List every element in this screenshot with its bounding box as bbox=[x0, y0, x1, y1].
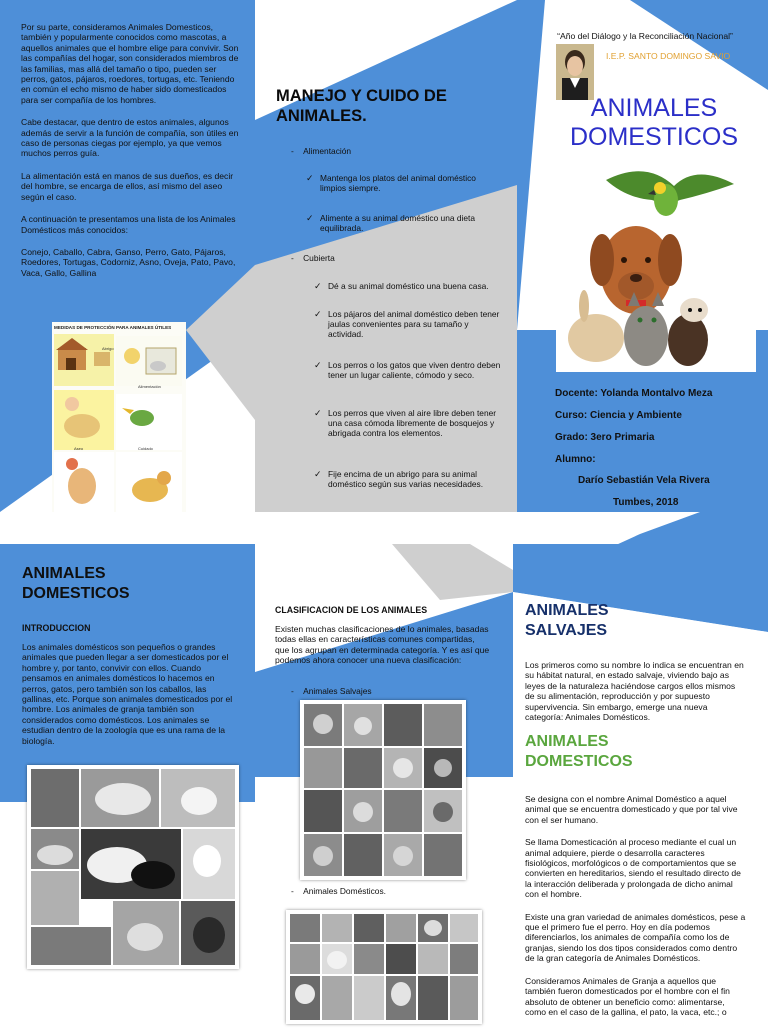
school-patron-portrait bbox=[556, 44, 594, 100]
protection-poster-image bbox=[52, 322, 186, 526]
dash-bullet-item bbox=[291, 146, 351, 156]
check-icon: ✓ bbox=[314, 408, 322, 418]
list-item: ✓ Los pájaros del animal doméstico deben tener jaulas convenientes para su tamaño y actividad. bbox=[314, 309, 500, 340]
wild-animals-text: Los primeros como su nombre lo indica se encuentran en su hábitat natural, en estado salvaje, viviendo bajo as leyes de la naturaleza haciéndose cargos ellos mismos de su alimentación, reproducción y por supuesto supervivencia. Sin embargo, emerge una nueva categoría: Animales Domésticos. bbox=[525, 660, 744, 723]
school-name: I.E.P. SANTO DOMINGO SAVIO bbox=[606, 51, 731, 61]
teacher-name: Docente: Yolanda Montalvo Meza bbox=[555, 388, 713, 399]
student-label: Alumno: bbox=[555, 454, 596, 465]
paragraph: Por su parte, consideramos Animales Domesticos, también y popularmente conocidos como mascotas, a aquellos animales que el hombre elige para convivir. Son las compañías del hogar, son considerados miembros de las familias, mas allá del tamaño o tipo, pueden ser perros, gatos, pájaros, roedores, tortugas, etc. Teniendo en común el echo mismo de haber sido domesticados para ser compañía de los hombres. bbox=[21, 22, 239, 105]
check-icon: ✓ bbox=[306, 213, 314, 223]
intro-subtitle: INTRODUCCION bbox=[22, 623, 91, 633]
list-item: ✓ Los perros o los gatos que viven dentro deben tener un lugar caliente, cómodo y seco. bbox=[314, 360, 501, 381]
dash-bullet: - bbox=[291, 886, 294, 896]
cover-title: ANIMALES DOMESTICOS bbox=[569, 94, 739, 151]
intro-text: Los animales domésticos son pequeños o grandes animales que pueden llegar a ser domesticados por el hombre y, por tanto, convivir con ellos. Cuando pensamos en animales domésticos lo hacemos en perros, gatos, pero también son los caballos, las gallinas, etc. Porque son animales domesticados por el hombre. Los animales de granja también son considerados como domésticos. Los animales se estudian dentro de la zoología que es una rama de la biología. bbox=[22, 642, 233, 746]
intro-panel bbox=[21, 22, 239, 278]
dash-bullet: - bbox=[291, 686, 294, 696]
place-year: Tumbes, 2018 bbox=[613, 497, 679, 508]
check-icon: ✓ bbox=[314, 281, 322, 291]
domestic-animals-text bbox=[525, 794, 747, 1029]
farm-animals-collage bbox=[27, 765, 239, 969]
intro-title: ANIMALES DOMESTICOS bbox=[22, 565, 130, 602]
paragraph: Se llama Domesticación al proceso mediante el cual un animal adquiere, pierde o desarrolla caracteres fisiológicos, morfológicos o de comportamientos que se convierten en hereditarios, siendo el resultado directo de la interacción deliberada y prolongada de dicho animal con el hombre. bbox=[525, 837, 741, 900]
dash-bullet-item: - Animales Salvajes bbox=[291, 686, 372, 696]
animal-list: Conejo, Caballo, Cabra, Ganso, Perro, Gato, Pájaros, Roedores, Tortugas, Codorniz, Asno, Oveja, Pato, Pavo, Vaca, Gallo, Gallina bbox=[21, 246, 236, 278]
list-item: ✓ Alimente a su animal doméstico una dieta equilibrada. bbox=[306, 213, 476, 234]
brochure-inside-page bbox=[0, 512, 768, 1024]
student-name: Darío Sebastián Vela Rivera bbox=[578, 475, 710, 486]
care-section-title: MANEJO Y CUIDO DE ANIMALES. bbox=[276, 87, 447, 125]
paragraph: La alimentación está en manos de sus dueños, es decir del hombre, se encarga de ellos, así mismo del aseo según el caso. bbox=[21, 170, 234, 202]
check-icon: ✓ bbox=[314, 309, 322, 319]
brochure-outside-page bbox=[0, 0, 768, 512]
list-item: ✓ Fije encima de un abrigo para su animal doméstico según sus varias necesidades. bbox=[314, 469, 484, 490]
poster-caption: Alimentación bbox=[138, 384, 161, 389]
dash-bullet-item: - Animales Domésticos. bbox=[291, 886, 386, 896]
paragraph: Consideramos Animales de Granja a aquellos que también fueron domesticados por el hombre con el fin absoluto de obtener un beneficio como: alimentarse, como en el caso de la gallina, el pato, la vaca, etc.; o bbox=[525, 975, 730, 1017]
section-heading-alimentacion: Alimentación bbox=[303, 146, 352, 156]
list-item: ✓ Mantenga los platos del animal doméstico limpios siempre. bbox=[306, 173, 476, 194]
dash-bullet: - bbox=[291, 253, 294, 263]
poster-caption: Abrigo bbox=[102, 346, 114, 351]
poster-caption: Cuidado bbox=[138, 446, 153, 451]
paragraph: Existe una gran variedad de animales domésticos, pese a que el primero fue el perro. Hoy en día podemos diferenciarlos, los animales de compañía como los de granjas, siendo los dos tipos considerados como dentro de la gran categoría de Animales Domésticos. bbox=[525, 911, 746, 964]
paragraph: Se designa con el nombre Animal Doméstico a aquel animal que se encuentra domesticado y que por tal vive con el ser humano. bbox=[525, 794, 738, 825]
domestic-animals-collage bbox=[286, 910, 482, 1024]
dash-bullet-item bbox=[291, 253, 335, 263]
check-icon: ✓ bbox=[306, 173, 314, 183]
list-item: ✓ Dé a su animal doméstico una buena casa. bbox=[314, 281, 489, 291]
list-item: ✓ Los perros que viven al aire libre deben tener una casa cómoda libremente de bosquejos y abrigada contra los elementos. bbox=[314, 408, 497, 439]
classification-title: CLASIFICACION DE LOS ANIMALES bbox=[275, 605, 428, 615]
year-motto: “Año del Diálogo y la Reconciliación Nacional” bbox=[557, 31, 733, 41]
check-icon: ✓ bbox=[314, 469, 322, 479]
check-icon: ✓ bbox=[314, 360, 322, 370]
domestic-animals-title: ANIMALES DOMESTICOS bbox=[525, 733, 633, 770]
wild-animals-collage bbox=[300, 700, 466, 880]
grade-level: Grado: 3ero Primaria bbox=[555, 432, 655, 443]
pets-group-image bbox=[556, 160, 756, 372]
paragraph: Cabe destacar, que dentro de estos animales, algunos además de servir a la función de compañía, son útiles en caso de personas ciegas por ejemplo, ya que vemos muchos perros guía. bbox=[21, 117, 239, 159]
section-heading-cubierta: Cubierta bbox=[303, 253, 335, 263]
wild-animals-title: ANIMALES SALVAJES bbox=[525, 602, 609, 639]
dash-bullet: - bbox=[291, 146, 294, 156]
classification-text: Existen muchas clasificaciones de lo animales, basadas todas ellas en características comunes compartidas, que los agrupan en determinada categoría. Y es así que podemos ahora conocer una nueva clasificación: bbox=[275, 624, 490, 666]
paragraph: A continuación te presentamos una lista de los Animales Domésticos más conocidos: bbox=[21, 214, 236, 235]
poster-title: MEDIDAS DE PROTECCIÓN PARA ANIMALES ÚTILES bbox=[54, 325, 172, 330]
poster-caption: Aseo bbox=[74, 446, 84, 451]
course-name: Curso: Ciencia y Ambiente bbox=[555, 410, 682, 421]
